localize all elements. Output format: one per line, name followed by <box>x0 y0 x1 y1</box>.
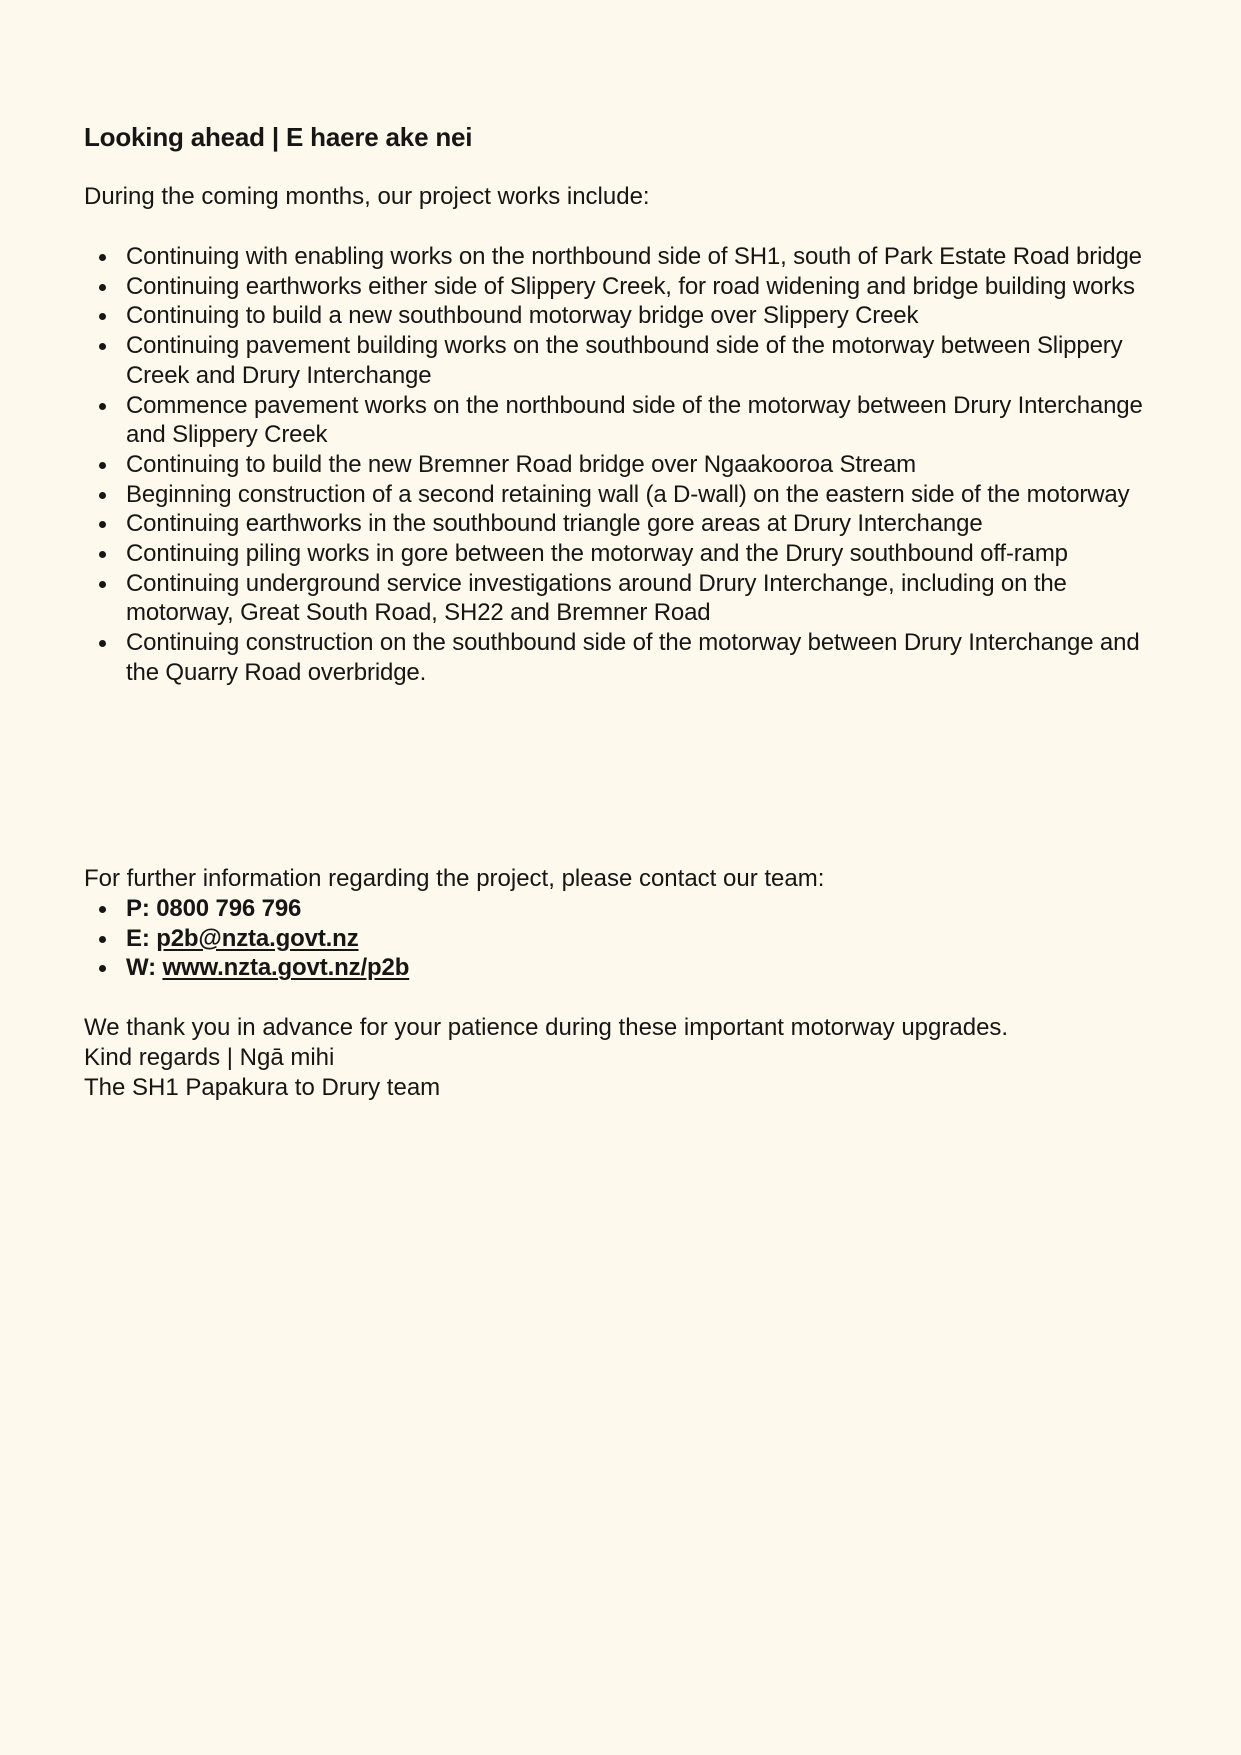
closing-block <box>84 1013 1008 1103</box>
web-link[interactable]: www.nzta.govt.nz/p2b <box>162 954 410 982</box>
list-item: Continuing construction on the southbound side of the motorway between Drury Interchange and the Quarry Road overbridge. <box>84 628 1164 687</box>
web-label: W: <box>126 954 163 982</box>
email-label: E: <box>126 924 157 952</box>
contact-list <box>84 894 884 983</box>
contact-web <box>84 953 884 983</box>
list-item: Continuing underground service investigations around Drury Interchange, including on the motorway, Great South Road, SH22 and Bremner Road <box>84 569 1164 628</box>
list-item: Beginning construction of a second retaining wall (a D-wall) on the eastern side of the motorway <box>84 480 1164 510</box>
list-item: Continuing with enabling works on the northbound side of SH1, south of Park Estate Road bridge <box>84 242 1164 272</box>
list-item: Continuing earthworks either side of Slippery Creek, for road widening and bridge building works <box>84 272 1164 302</box>
list-item: Continuing to build the new Bremner Road bridge over Ngaakooroa Stream <box>84 450 1164 480</box>
contact-email <box>84 924 884 954</box>
list-item: Continuing pavement building works on the southbound side of the motorway between Slippery Creek and Drury Interchange <box>84 331 1164 390</box>
thanks-text: We thank you in advance for your patience during these important motorway upgrades. <box>84 1014 1009 1041</box>
list-item: Continuing earthworks in the southbound triangle gore areas at Drury Interchange <box>84 509 1164 539</box>
regards-text: Kind regards | Ngā mihi <box>84 1044 335 1071</box>
list-item: Commence pavement works on the northbound side of the motorway between Drury Interchange and Slippery Creek <box>84 391 1164 450</box>
works-list <box>84 242 1164 688</box>
contact-intro: For further information regarding the project, please contact our team: <box>84 865 825 892</box>
list-item: Continuing to build a new southbound motorway bridge over Slippery Creek <box>84 301 1164 331</box>
section-heading: Looking ahead | E haere ake nei <box>84 122 473 152</box>
team-signature: The SH1 Papakura to Drury team <box>84 1074 441 1101</box>
list-item: Continuing piling works in gore between the motorway and the Drury southbound off-ramp <box>84 539 1164 569</box>
email-link[interactable]: p2b@nzta.govt.nz <box>156 924 359 952</box>
works-intro: During the coming months, our project works include: <box>84 183 650 210</box>
contact-phone: P: 0800 796 796 <box>84 894 884 924</box>
